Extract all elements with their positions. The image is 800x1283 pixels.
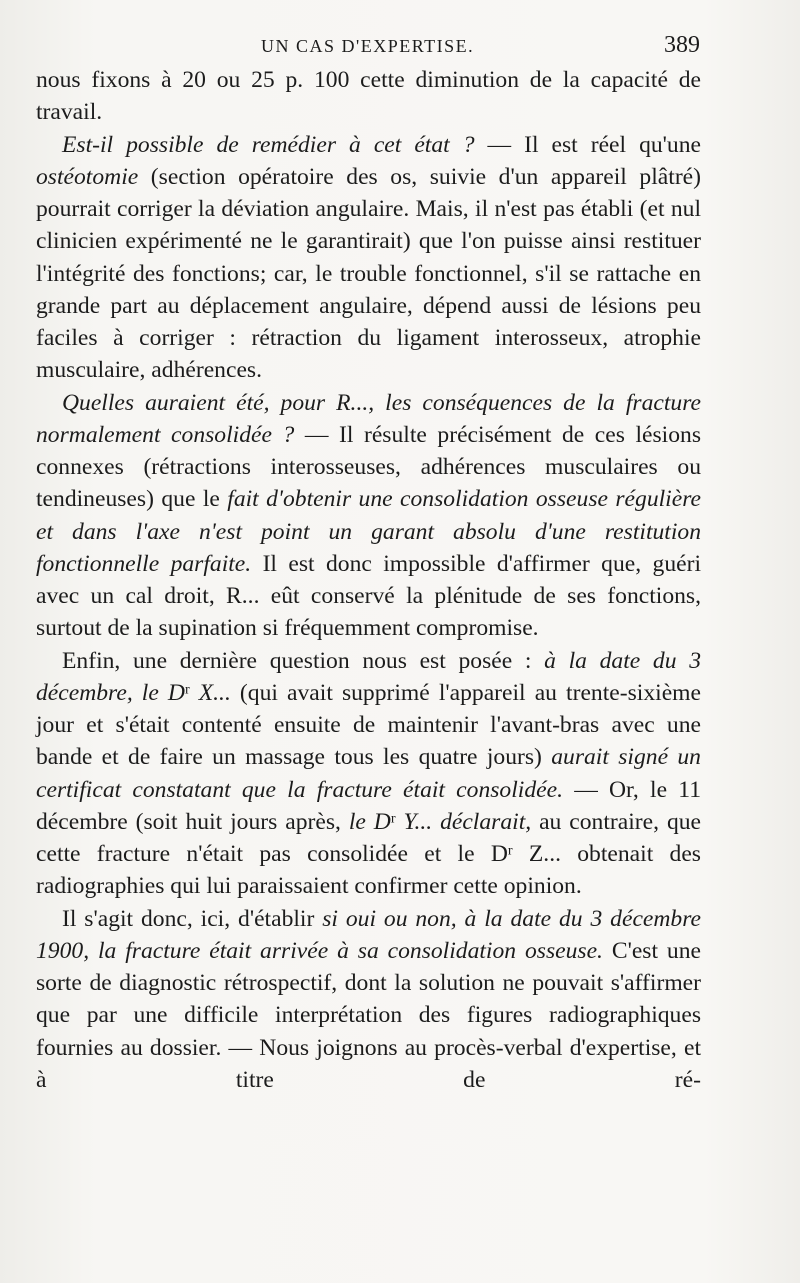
- text-run: Z... obtenait des radiographies qui lui paraissaient confirmer cette opinion.: [36, 841, 701, 900]
- superscript: r: [184, 681, 190, 698]
- body-text: [36, 64, 701, 1096]
- running-title: UN CAS D'EXPERTISE.: [261, 36, 475, 56]
- page-number: 389: [664, 32, 700, 58]
- text-run: au contraire, que cette fracture n'était pas consolidée et le D: [36, 808, 702, 867]
- text-run: — Or, le 11 décembre (soit huit jours après,: [36, 776, 701, 835]
- text-run: — Il est réel qu'une: [474, 131, 701, 158]
- italic-text: à la date du 3 décembre, le D: [36, 647, 701, 706]
- paragraph: [36, 387, 701, 645]
- page-header: [36, 30, 700, 64]
- italic-text: Y... déclarait,: [395, 808, 532, 835]
- superscript: r: [507, 842, 513, 859]
- text-run: Il est donc impossible d'affirmer que, guéri avec un cal droit, R... eût conservé la plénitude de ses fonctions, surtout de la supination si fréquemment compromise.: [36, 550, 702, 642]
- text-run: — Il résulte précisément de ces lésions connexes (rétractions interosseuses, adhérences musculaires ou tendineuses) que le: [36, 421, 701, 513]
- paragraph: [36, 129, 701, 387]
- text-run: C'est une sorte de diagnostic rétrospectif, dont la solution ne pouvait s'affirmer que par une difficile interprétation des figures radiographiques fournies au dossier. — Nous joignons au procès-verbal d'expertise, et à titre de ré-: [36, 937, 701, 1093]
- paragraph: [36, 64, 701, 129]
- italic-text: le D: [348, 808, 391, 835]
- text-run: (qui avait supprimé l'appareil au trente-sixième jour et s'était contenté ensuite de maintenir l'avant-bras avec une bande et de faire un massage tous les quatre jours): [36, 679, 701, 771]
- text-run: (section opératoire des os, suivie d'un appareil plâtré) pourrait corriger la déviation angulaire. Mais, il n'est pas établi (et nul clinicien expérimenté ne le garantirait) que l'on puisse ainsi restituer l'intégrité des fonctions; car, le trouble fonctionnel, s'il se rattache en grande part au déplacement angulaire, dépend aussi de lésions peu faciles à corriger : rétraction du ligament interosseux, atrophie musculaire, adhérences.: [36, 163, 701, 384]
- text-run: nous fixons à 20 ou 25 p. 100 cette diminution de la capacité de travail.: [36, 67, 701, 126]
- paragraph: [36, 645, 701, 903]
- text-run: Il s'agit donc, ici, d'établir: [62, 905, 323, 932]
- italic-text: ostéotomie: [36, 163, 139, 190]
- text-run: Enfin, une dernière question nous est posée :: [62, 647, 545, 674]
- paragraph: [36, 903, 701, 1097]
- italic-text: X...: [189, 679, 231, 706]
- italic-text: Est-il possible de remédier à cet état ?: [62, 131, 475, 158]
- italic-text: aurait signé un certificat constatant que la fracture était consolidée.: [36, 744, 701, 803]
- italic-text: fait d'obtenir une consolidation osseuse régulière et dans l'axe n'est point un garant absolu d'une restitution fonctionnelle parfaite.: [36, 486, 701, 577]
- italic-text: Quelles auraient été, pour R..., les conséquences de la fracture normalement consolidée ?: [36, 389, 701, 448]
- superscript: r: [390, 810, 396, 827]
- italic-text: si oui ou non, à la date du 3 décembre 1900, la fracture était arrivée à sa consolidation osseuse.: [36, 905, 701, 964]
